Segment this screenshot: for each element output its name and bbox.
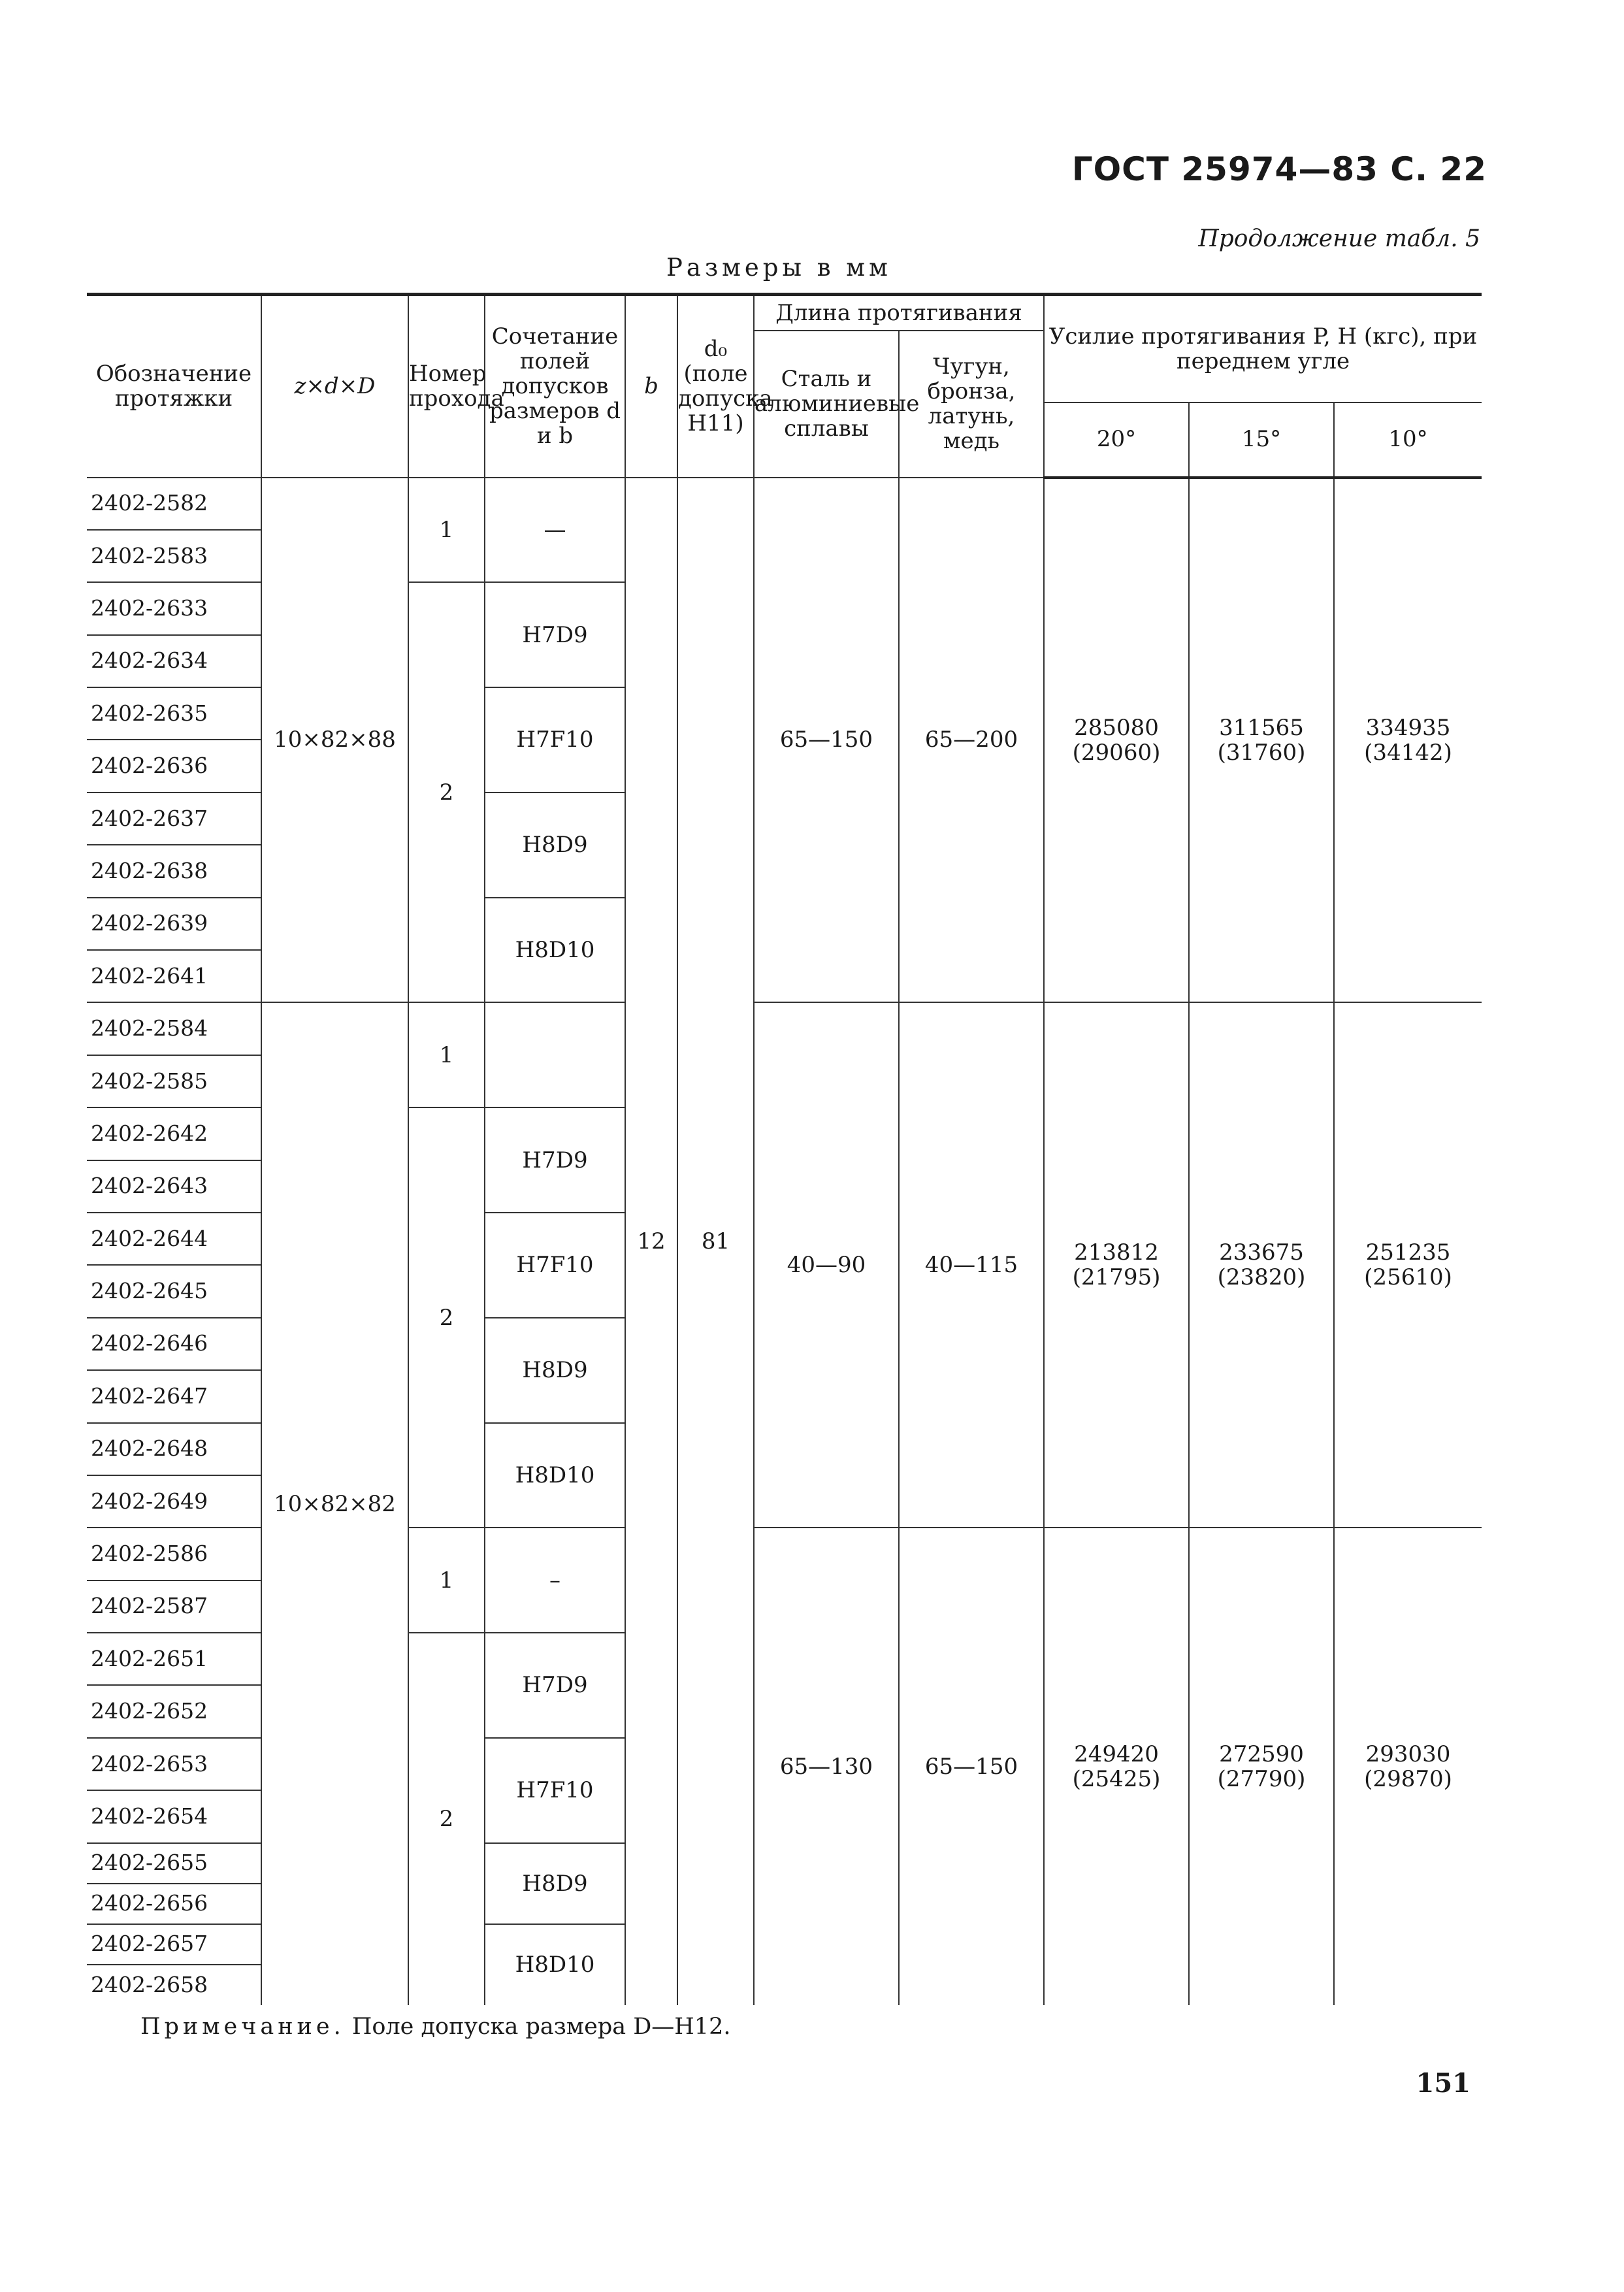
- table-row-code: 2402-2644: [87, 1213, 261, 1265]
- table-row-code: 2402-2656: [87, 1884, 261, 1924]
- table-row-code: 2402-2643: [87, 1160, 261, 1213]
- header-angle-10: 10°: [1334, 402, 1482, 478]
- force-20-cell: 249420 (25425): [1044, 1528, 1189, 2005]
- table-row-code: 2402-2655: [87, 1843, 261, 1884]
- pass-number-cell: 1: [408, 1002, 485, 1107]
- tolerance-cell: H7F10: [485, 1213, 625, 1318]
- force-15-cell: 272590 (27790): [1189, 1528, 1334, 2005]
- d0-cell: 81: [677, 478, 754, 2005]
- force-15-cell: 311565 (31760): [1189, 478, 1334, 1003]
- tolerance-cell: H7F10: [485, 687, 625, 793]
- note-label: Примечание.: [140, 2014, 345, 2040]
- pass-number-cell: 2: [408, 1107, 485, 1528]
- length-steel-cell: 40—90: [754, 1002, 899, 1528]
- table-row-code: 2402-2642: [87, 1107, 261, 1160]
- header-d0: d₀ (поле допуска H11): [677, 295, 754, 478]
- force-10-cell: 334935 (34142): [1334, 478, 1482, 1003]
- table-note: [140, 2014, 730, 2040]
- tolerance-cell: H8D9: [485, 1843, 625, 1924]
- broach-table: [87, 293, 1482, 2005]
- tolerance-cell: H7D9: [485, 582, 625, 687]
- zdD-cell: 10×82×82: [261, 1002, 408, 2005]
- pass-number-cell: 2: [408, 1633, 485, 2005]
- length-steel-cell: 65—150: [754, 478, 899, 1003]
- force-10-cell: 251235 (25610): [1334, 1002, 1482, 1528]
- table-row-code: 2402-2645: [87, 1265, 261, 1317]
- table-row-code: 2402-2646: [87, 1318, 261, 1370]
- tolerance-cell: H7D9: [485, 1633, 625, 1738]
- header-length-cast: Чугун, бронза, латунь, медь: [899, 331, 1044, 478]
- header-angle-20: 20°: [1044, 402, 1189, 478]
- table-row-code: 2402-2583: [87, 530, 261, 582]
- table-row-code: 2402-2586: [87, 1528, 261, 1580]
- tolerance-cell: H8D9: [485, 1318, 625, 1423]
- table-continuation: Продолжение табл. 5: [1198, 225, 1480, 252]
- table-row-code: 2402-2657: [87, 1924, 261, 1965]
- table-row-code: 2402-2648: [87, 1423, 261, 1475]
- table-row-code: 2402-2633: [87, 582, 261, 634]
- header-force-group: Усилие протягивания P, Н (кгс), при переднем угле: [1044, 295, 1482, 402]
- tolerance-cell: H8D10: [485, 898, 625, 1003]
- page-number: 151: [1416, 2068, 1470, 2099]
- table-row-code: 2402-2634: [87, 635, 261, 687]
- length-cast-cell: 65—200: [899, 478, 1044, 1003]
- table-row-code: 2402-2582: [87, 478, 261, 530]
- table-row-code: 2402-2636: [87, 740, 261, 792]
- header-b: b: [625, 295, 677, 478]
- tolerance-cell: H7F10: [485, 1738, 625, 1843]
- table-row-code: 2402-2658: [91, 1971, 208, 1997]
- tolerance-cell: H7D9: [485, 1107, 625, 1213]
- table-row-code: 2402-2647: [87, 1370, 261, 1422]
- table-row-code: 2402-2635: [87, 687, 261, 740]
- zdD-cell: 10×82×88: [261, 478, 408, 1003]
- header-length-group: Длина протягивания: [754, 295, 1044, 331]
- table-row-code: 2402-2587: [87, 1580, 261, 1633]
- table-row-code: 2402-2651: [87, 1633, 261, 1685]
- tolerance-cell: —: [485, 478, 625, 583]
- table-row-code: 2402-2654: [87, 1790, 261, 1842]
- header-zdD: z×d×D: [261, 295, 408, 478]
- tolerance-cell: H8D9: [485, 793, 625, 898]
- units-caption: Размеры в мм: [666, 254, 892, 282]
- document-header: ГОСТ 25974—83 С. 22: [1071, 150, 1487, 188]
- tolerance-cell: [485, 1002, 625, 1107]
- length-steel-cell: 65—130: [754, 1528, 899, 2005]
- header-designation: Обозначение протяжки: [87, 295, 261, 478]
- force-20-cell: 213812 (21795): [1044, 1002, 1189, 1528]
- table-row-code: 2402-2637: [87, 793, 261, 845]
- table-row-code: 2402-2638: [87, 845, 261, 897]
- header-tolerance-combo: Сочетание полей допусков размеров d и b: [485, 295, 625, 478]
- table-row-code: 2402-2641: [87, 950, 261, 1002]
- tolerance-cell: –: [485, 1528, 625, 1633]
- force-10-cell: 293030 (29870): [1334, 1528, 1482, 2005]
- length-cast-cell: 65—150: [899, 1528, 1044, 2005]
- force-20-cell: 285080 (29060): [1044, 478, 1189, 1003]
- pass-number-cell: 2: [408, 582, 485, 1002]
- force-15-cell: 233675 (23820): [1189, 1002, 1334, 1528]
- pass-number-cell: 1: [408, 1528, 485, 1633]
- table-row-code: 2402-2652: [87, 1685, 261, 1737]
- b-cell: 12: [625, 478, 677, 2005]
- header-pass-number: Номер прохода: [408, 295, 485, 478]
- table-row-code: 2402-2639: [87, 898, 261, 950]
- length-cast-cell: 40—115: [899, 1002, 1044, 1528]
- table-row-code: 2402-2585: [87, 1055, 261, 1107]
- table-row-code: 2402-2584: [87, 1002, 261, 1055]
- tolerance-cell: H8D10: [485, 1924, 625, 2005]
- tolerance-cell: H8D10: [485, 1423, 625, 1528]
- table-row-code: 2402-2653: [87, 1738, 261, 1790]
- note-text: Поле допуска размера D—H12.: [351, 2014, 731, 2040]
- table-row-code: 2402-2649: [87, 1475, 261, 1528]
- pass-number-cell: 1: [408, 478, 485, 583]
- header-length-steel: Сталь и алюминиевые сплавы: [754, 331, 899, 478]
- header-angle-15: 15°: [1189, 402, 1334, 478]
